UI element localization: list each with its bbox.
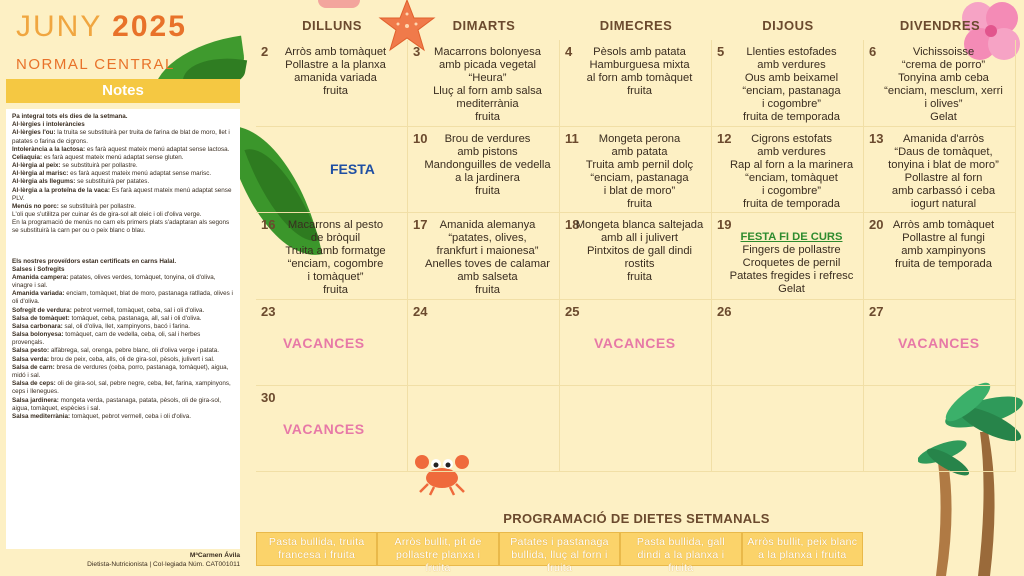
notes-panel xyxy=(6,109,240,549)
diet-text: Arròs bullit, pit de pollastre planxa i fruita xyxy=(394,536,482,574)
day-number: 24 xyxy=(413,304,428,319)
note-text: L'oli que s'utilitza per cuinar és de gira-sol alt oleic i oli d'oliva verge. xyxy=(12,211,202,219)
day-number: 3 xyxy=(413,44,421,59)
menu-text xyxy=(270,46,401,98)
menu-dishes: Arròs amb tomàquet Pollastre al fungi amb xampinyons fruita de temporada xyxy=(892,219,995,270)
menu-dishes: Amanida alemanya “patates, olives, frankfurt i maionesa” Anelles toves de calamar amb salseta fruita xyxy=(425,219,550,296)
note-term: Salsa de carn: xyxy=(12,363,55,371)
note-line xyxy=(12,113,234,121)
note-line xyxy=(12,121,234,129)
month-title xyxy=(16,10,187,44)
signature-name: MªCarmen Ávila xyxy=(189,552,240,559)
menu-text xyxy=(422,133,553,198)
calendar-day-cell xyxy=(560,40,712,127)
diet-text: Pasta bullida, truita francesa i fruita xyxy=(268,536,365,561)
menu-dishes: Vichissoisse “crema de porro” Tonyina amb ceba “enciam, mesclum, xerri i olives” Gelat xyxy=(884,46,1003,123)
note-term: Al·lèrgia als llegums: xyxy=(12,178,76,186)
note-term: Menús no porc: xyxy=(12,202,59,210)
day-header: DIMARTS xyxy=(452,18,516,33)
calendar-day-cell xyxy=(560,386,712,472)
day-number: 19 xyxy=(717,217,732,232)
calendar-day-cell xyxy=(256,40,408,127)
note-text: se substituirà per patates. xyxy=(75,178,150,186)
note-term: Al·lèrgia al marisc: xyxy=(12,170,69,178)
menu-text xyxy=(726,46,857,124)
calendar-day-cell xyxy=(560,127,712,213)
note-line xyxy=(12,211,234,219)
calendar-day-cell xyxy=(408,300,560,386)
note-text: bresa de verdures (ceba, porro, pastanaga, tomàquet), aigua, midó i sal. xyxy=(12,363,229,379)
note-text: alfàbrega, sal, orenga, pebre blanc, oli d'oliva verge i patata. xyxy=(49,347,220,355)
note-text: En la programació de menús no carn els primers plats s'adaptaran als segons se substituirà la carn per ou o peix blanc o blau. xyxy=(12,219,230,235)
vacation-label: VACANCES xyxy=(283,421,365,437)
note-line xyxy=(12,187,234,203)
note-line xyxy=(12,413,234,421)
menu-text xyxy=(574,46,705,98)
holiday-label: FESTA xyxy=(330,161,375,177)
note-term: Intolerància a la lactosa: xyxy=(12,145,86,153)
menu-type-label: NORMAL CENTRAL xyxy=(16,56,175,73)
day-number: 12 xyxy=(717,131,732,146)
note-line xyxy=(12,203,234,211)
allergy-notes xyxy=(12,113,234,236)
day-number: 25 xyxy=(565,304,580,319)
menu-dishes: Pèsols amb patata Hamburguesa mixta al forn amb tomàquet fruita xyxy=(586,46,693,97)
note-text: tomàquet, ceba, pastanaga, all, sal i oli d'oliva. xyxy=(69,314,202,322)
note-text: tomàquet, carn de vedella, ceba, oli, sal i herbes provençals. xyxy=(12,331,201,347)
note-text: se substituirà per pollastre. xyxy=(60,162,138,170)
note-text: es farà aquest mateix menú adaptat sense marisc. xyxy=(68,170,212,178)
diet-cell xyxy=(620,532,741,574)
calendar-day-cell xyxy=(256,213,408,300)
menu-text xyxy=(574,219,705,284)
menu-dishes: Mongeta perona amb patata Truita amb pernil dolç “enciam, pastanaga i blat de moro” fruita xyxy=(585,133,694,210)
note-term: Sofregit de verdura: xyxy=(12,306,72,314)
note-term: Al·lèrgies i intoleràncies xyxy=(12,121,85,129)
day-number: 11 xyxy=(565,131,579,146)
diets-title: PROGRAMACIÓ DE DIETES SETMANALS xyxy=(503,511,770,526)
note-line xyxy=(12,146,234,154)
note-text: enciam, tomàquet, blat de moro, pastanaga ratllada, olives i oli d'oliva. xyxy=(12,290,233,306)
menu-dishes: Mongeta blanca saltejada amb all i julivert Pintxitos de gall dindi rostits fruita xyxy=(575,219,704,283)
note-term: Amanida campera: xyxy=(12,273,69,281)
calendar-day-cell xyxy=(712,127,864,213)
diet-cell xyxy=(742,532,863,566)
calendar-day-cell xyxy=(256,386,408,472)
menu-text xyxy=(878,46,1009,124)
calendar-day-cell xyxy=(712,386,864,472)
calendar-day-cell xyxy=(408,40,560,127)
note-text: Es farà aquest mateix menú adaptat sense PLV. xyxy=(12,186,232,202)
note-text: mongeta verda, pastanaga, patata, pèsols, oli de gira-sol, aigua, tomàquet, espècies i sal. xyxy=(12,396,221,412)
note-line xyxy=(12,364,234,380)
note-term: Salsa de tomàquet: xyxy=(12,314,70,322)
note-line xyxy=(12,162,234,170)
note-line xyxy=(12,178,234,186)
vacation-label: VACANCES xyxy=(594,335,676,351)
note-term: Salsa de ceps: xyxy=(12,380,56,388)
shell-decoration xyxy=(318,0,360,8)
note-line xyxy=(12,274,234,290)
note-line xyxy=(12,315,234,323)
note-term: Salsa carbonara: xyxy=(12,322,63,330)
day-number: 2 xyxy=(261,44,269,59)
note-line xyxy=(12,307,234,315)
day-number: 18 xyxy=(565,217,580,232)
vacation-label: VACANCES xyxy=(283,335,365,351)
menu-dishes: Llenties estofades amb verdures Ous amb beixamel “enciam, pastanaga i cogombre” fruita de temporada xyxy=(742,46,841,123)
calendar-day-cell xyxy=(712,300,864,386)
day-number: 23 xyxy=(261,304,276,319)
note-line xyxy=(12,323,234,331)
calendar-day-cell xyxy=(408,213,560,300)
menu-text xyxy=(270,219,401,297)
diet-text: Pasta bullida, gall dindi a la planxa i fruita xyxy=(636,536,725,574)
note-line xyxy=(12,331,234,347)
calendar-day-cell xyxy=(408,386,560,472)
menu-dishes: Arròs amb tomàquet Pollastre a la planxa amanida variada fruita xyxy=(284,46,387,97)
note-term: Salsa verda: xyxy=(12,355,50,363)
calendar-day-cell xyxy=(560,300,712,386)
day-number: 13 xyxy=(869,131,884,146)
menu-text xyxy=(574,133,705,211)
menu-dishes: Cigrons estofats amb verdures Rap al forn a la marinera “enciam, tomàquet i cogombre” fruita de temporada xyxy=(729,133,854,210)
menu-dishes: Brou de verdures amb pistons Mandonguilles de vedella a la jardinera fruita xyxy=(424,133,551,197)
note-line xyxy=(12,219,234,235)
day-number: 30 xyxy=(261,390,276,405)
note-text: sal, oli d'oliva, llet, xampinyons, bacó i farina. xyxy=(62,322,190,330)
note-line xyxy=(12,356,234,364)
calendar-day-cell xyxy=(864,213,1016,300)
day-header: DILLUNS xyxy=(302,18,362,33)
note-line xyxy=(12,258,234,266)
calendar-day-cell xyxy=(712,213,864,300)
notes-header: Notes xyxy=(6,79,240,103)
menu-dishes: Amanida d'arròs “Daus de tomàquet, tonyina i blat de moro” Pollastre al forn amb carbassó i ceba iogurt natural xyxy=(888,133,999,210)
note-term: Al·lèrgia a la proteïna de la vaca: xyxy=(12,186,110,194)
signature-role: Dietista-Nutricionista | Col·legiada Núm. CAT001011 xyxy=(87,560,240,568)
diet-cell xyxy=(499,532,620,574)
note-line xyxy=(12,129,234,145)
diet-text: Patates i pastanaga bullida, lluç al forn i fruita xyxy=(510,536,609,574)
note-term: Pa integral tots els dies de la setmana. xyxy=(12,113,128,120)
calendar-day-cell xyxy=(864,40,1016,127)
diet-text: Arròs bullit, peix blanc a la planxa i fruita xyxy=(747,536,858,561)
note-text: es farà aquest mateix menú adaptat sense gluten. xyxy=(42,153,184,161)
month-label: JUNY xyxy=(16,10,102,43)
menu-dishes: Fingers de pollastre Croquetes de pernil Patates fregides i refresc Gelat xyxy=(729,244,854,295)
note-term: Celiaquia: xyxy=(12,153,43,161)
day-number: 16 xyxy=(261,217,276,232)
note-line xyxy=(12,170,234,178)
day-number: 10 xyxy=(413,131,428,146)
special-event-label: FESTA FI DE CURS xyxy=(740,231,843,243)
menu-text xyxy=(878,219,1009,271)
note-text: brou de peix, ceba, alls, oli de gira-sol, pèsols, julivert i sal. xyxy=(49,355,215,363)
note-text: la truita se substituirà per truita de farina de blat de moro, llet i patates o farina de cigrons. xyxy=(12,129,230,145)
year-label: 2025 xyxy=(112,10,187,43)
day-header: DIMECRES xyxy=(599,18,673,33)
vacation-label: VACANCES xyxy=(898,335,980,351)
note-text: es farà aquest mateix menú adaptat sense lactosa. xyxy=(85,145,230,153)
day-number: 17 xyxy=(413,217,428,232)
day-number: 20 xyxy=(869,217,884,232)
calendar-day-cell xyxy=(864,127,1016,213)
note-term: Amanida variada: xyxy=(12,290,65,298)
diet-cell xyxy=(256,532,377,566)
note-term: Salsa jardinera: xyxy=(12,396,59,404)
diets-row xyxy=(256,532,863,574)
day-number: 6 xyxy=(869,44,877,59)
calendar-day-cell xyxy=(256,127,408,213)
menu-dishes: Macarrons al pesto de bròquil Truita amb formatge “enciam, cogombre i tomàquet” fruita xyxy=(285,219,386,296)
calendar-day-cell xyxy=(256,300,408,386)
signature xyxy=(6,552,240,570)
note-line xyxy=(12,154,234,162)
note-line xyxy=(12,290,234,306)
menu-text xyxy=(726,231,857,296)
note-term: Salsa pesto: xyxy=(12,347,50,355)
note-term: Al·lèrgies l'ou: xyxy=(12,129,56,137)
diet-cell xyxy=(377,532,498,574)
calendar-day-cell xyxy=(864,300,1016,386)
day-header: DIVENDRES xyxy=(899,18,981,33)
sauces-notes xyxy=(12,258,234,421)
calendar-day-cell xyxy=(712,40,864,127)
menu-text xyxy=(878,133,1009,211)
note-text: patates, olives verdes, tomàquet, tonyina, oli d'oliva, vinagre i sal. xyxy=(12,273,216,290)
calendar-day-cell xyxy=(864,386,1016,472)
day-number: 26 xyxy=(717,304,732,319)
calendar-day-cell xyxy=(408,127,560,213)
note-text: tomàquet, pebrot vermell, ceba i oli d'oliva. xyxy=(70,412,192,420)
note-term: Al·lèrgia al peix: xyxy=(12,162,61,170)
menu-text xyxy=(726,133,857,211)
note-line xyxy=(12,347,234,355)
menu-text xyxy=(422,219,553,297)
calendar-day-cell xyxy=(560,213,712,300)
note-text: oli de gira-sol, sal, pebre negre, ceba, llet, farina, xampinyons, ceps i llenegues. xyxy=(12,380,231,396)
day-number: 27 xyxy=(869,304,884,319)
note-term: Salsa mediterrània: xyxy=(12,412,71,420)
note-line xyxy=(12,380,234,396)
note-text: pebrot vermell, tomàquet, ceba, sal i oli d'oliva. xyxy=(71,306,205,314)
day-header: DIJOUS xyxy=(762,18,814,33)
day-number: 4 xyxy=(565,44,573,59)
note-term: Salses i Sofregits xyxy=(12,265,65,273)
note-line xyxy=(12,397,234,413)
menu-text xyxy=(422,46,553,124)
menu-dishes: Macarrons bolonyesa amb picada vegetal “Heura” Lluç al forn amb salsa mediterrània fruita xyxy=(433,46,542,123)
note-term: Els nostres proveïdors estan certificats en carns Halal. xyxy=(12,257,177,265)
note-term: Salsa bolonyesa: xyxy=(12,331,64,339)
note-text: se substituirà per pollastre. xyxy=(58,202,136,210)
day-number: 5 xyxy=(717,44,725,59)
note-line xyxy=(12,266,234,274)
